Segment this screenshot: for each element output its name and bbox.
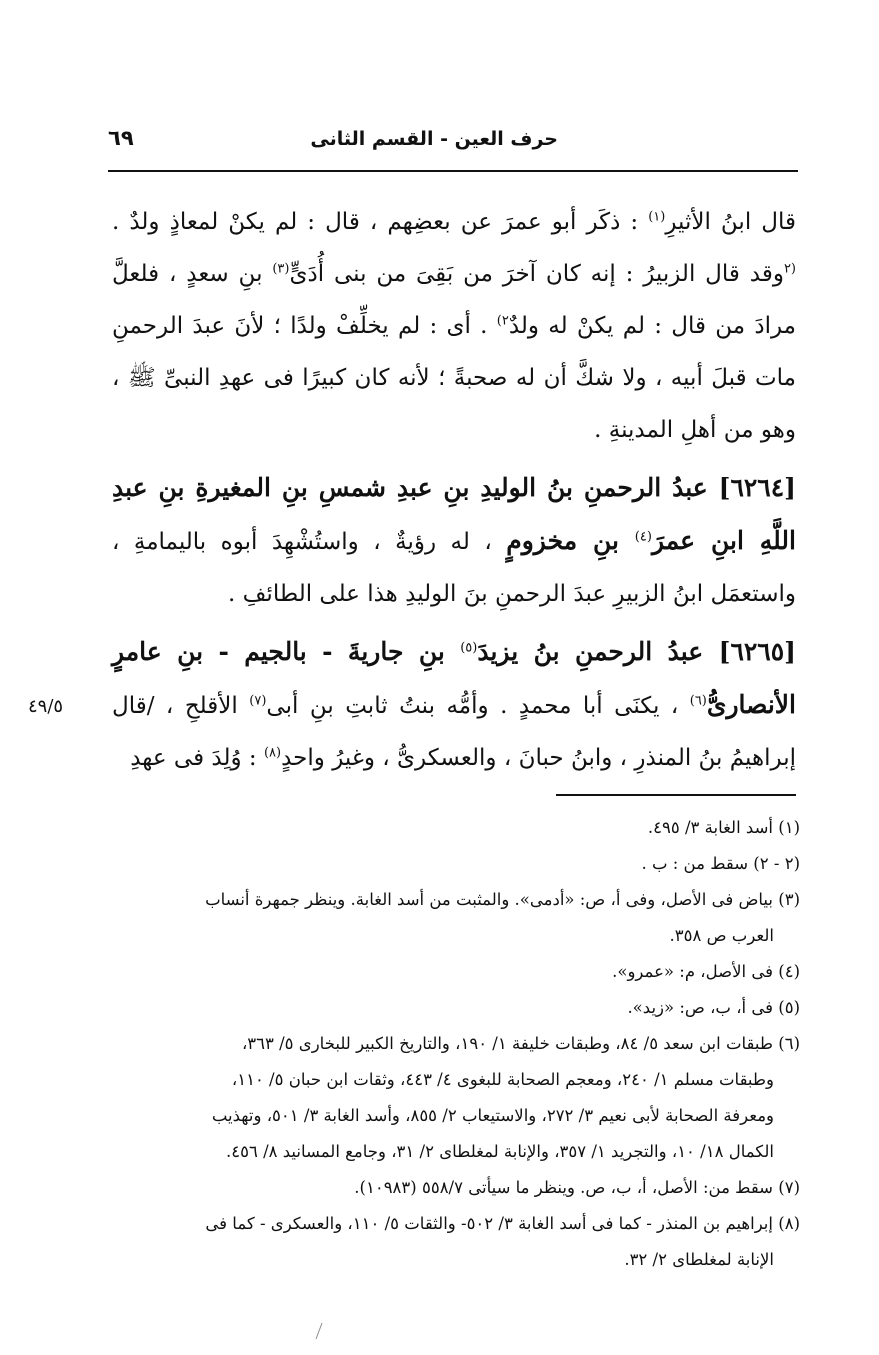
footnote-5 [112, 990, 800, 1026]
footnote-ref-6: (٦) [689, 693, 707, 709]
footnote-text: العرب ص ٣٥٨. [669, 926, 774, 945]
footnote-mark: (٦) [778, 1034, 800, 1053]
footnote-ref-7: (٧) [249, 693, 267, 709]
footnote-ref-2-end: ٢) [496, 313, 509, 329]
footnote-mark: (٢ - ٢) [753, 854, 800, 873]
footnote-8-continued [112, 1242, 800, 1278]
margin-page-reference: ٤٩/٥ [28, 696, 64, 717]
footnote-text: فى الأصل، م: «عمرو». [612, 962, 773, 981]
footnote-mark: (٥) [778, 998, 800, 1017]
footnote-6-continued [112, 1062, 800, 1098]
footnote-mark: (٧) [778, 1178, 800, 1197]
entry-6264-heading: [٦٢٦٤] عبدُ الرحمنِ بنُ الوليدِ بنِ عبدِ شمسِ بنِ المغيرةِ بنِ عبدِ اللَّهِ ابنِ عمرَ [112, 473, 796, 555]
footnotes [112, 810, 800, 1278]
footnote-mark: (٤) [778, 962, 800, 981]
footnote-ref-3: (٣) [272, 261, 290, 277]
footnote-ref-1: (١) [648, 209, 666, 225]
footnote-ref-5: (٥) [460, 640, 478, 656]
footnote-text: سقط من: الأصل، أ، ب، ص. وينظر ما سيأتى ٥٥٨/٧ (١٠٩٨٣). [354, 1178, 773, 1197]
entry-6265-heading-end: بنِ جاريةَ - بالجيم - بنِ عامرٍ الأنصارىُّ [112, 637, 796, 719]
footnote-ref-2-start: (٢ [783, 261, 796, 277]
entry-6265-heading: [٦٢٦٥] عبدُ الرحمنِ بنُ يزيدَ [477, 637, 796, 666]
footnote-4 [112, 954, 800, 990]
entry-6265-text-2: الأقلحِ ، /قال إبراهيمُ بنُ المنذرِ ، وابنُ حبانَ ، والعسكرىُّ ، وغيرُ واحدٍ [112, 693, 796, 771]
main-text [112, 196, 796, 784]
footnote-text: بياض فى الأصل، وفى أ، ص: «أدمى». والمثبت من أسد الغابة. وينظر جمهرة أنساب [205, 890, 773, 909]
footnote-6-continued [112, 1134, 800, 1170]
running-header [108, 124, 798, 164]
intro-paragraph [112, 196, 796, 456]
intro-text-2: : ذكَر أبو عمرَ عن بعضِهم ، قال : لم يكنْ لمعاذٍ ولدٌ . [112, 209, 649, 235]
footnote-text: سقط من : ب . [641, 854, 749, 873]
intro-text-1: قال ابنُ الأثيرِ [665, 209, 796, 235]
footnote-text: فى أ، ب، ص: «زيد». [627, 998, 773, 1017]
footnote-text: الكمال ١٨/ ١٠، والتجريد ١/ ٣٥٧، والإنابة لمغلطاى ٢/ ٣١، وجامع المسانيد ٨/ ٤٥٦. [226, 1142, 774, 1161]
footnote-3 [112, 882, 800, 918]
header-divider [108, 170, 798, 172]
footnote-text: طبقات ابن سعد ٥/ ٨٤، وطبقات خليفة ١/ ١٩٠، والتاريخ الكبير للبخارى ٥/ ٣٦٣، [241, 1034, 773, 1053]
footnote-ref-4: (٤) [634, 529, 652, 545]
intro-text-5: . أى : لم يخلِّفْ ولدًا ؛ لأنَ عبدَ الرحمنِ مات قبلَ أبيه ، ولا شكَّ أن له صحبةً ؛ لأنه كان كبيرًا فى عهدِ النبىِّ ﷺ ، وهو من أهلِ المدينةِ . [112, 313, 796, 443]
footnote-ref-8: (٨) [263, 745, 282, 761]
footnote-text: ومعرفة الصحابة لأبى نعيم ٣/ ٢٧٢، والاستيعاب ٢/ ٨٥٥، وأسد الغابة ٣/ ٥٠١، وتهذيب [211, 1106, 774, 1125]
header-title: حرف العين - القسم الثانى [310, 128, 558, 150]
footnote-mark: (١) [778, 818, 800, 837]
footnote-7 [112, 1170, 800, 1206]
footnote-mark: (٨) [778, 1214, 800, 1233]
entry-6264-heading-end: بنِ مخزومٍ [506, 526, 635, 555]
pen-mark [314, 1322, 324, 1340]
footnote-text: وطبقات مسلم ١/ ٢٤٠، ومعجم الصحابة للبغوى ٤/ ٤٤٣، وثقات ابن حبان ٥/ ١١٠، [231, 1070, 774, 1089]
footnote-mark: (٣) [778, 890, 800, 909]
footnote-2 [112, 846, 800, 882]
entry-6265 [112, 626, 796, 784]
page-number: ٦٩ [108, 126, 134, 150]
footnote-text: الإنابة لمغلطاى ٢/ ٣٢. [624, 1250, 774, 1269]
footnote-divider [556, 794, 796, 796]
entry-6264-text: ، له رؤيةٌ ، واستُشْهِدَ أبوه باليمامةِ ، واستعمَل ابنُ الزبيرِ عبدَ الرحمنِ بنَ الوليدِ هذا على الطائفِ . [112, 529, 796, 607]
footnote-text: إبراهيم بن المنذر - كما فى أسد الغابة ٣/ ٥٠٢- والثقات ٥/ ١١٠، والعسكرى - كما فى [205, 1214, 773, 1233]
footnote-3-continued [112, 918, 800, 954]
footnote-6-continued [112, 1098, 800, 1134]
intro-text-3: وقد قال الزبيرُ : إنه كان آخرَ من بَقِىَ من بنى أُدَىٍّ [289, 261, 784, 287]
entry-6264 [112, 462, 796, 620]
footnote-1 [112, 810, 800, 846]
footnote-8 [112, 1206, 800, 1242]
intro-text-4: بنِ سعدٍ ، فلعلَّ مرادَ من قال : لم يكنْ له ولدٌ [112, 261, 796, 339]
entry-6265-text-1: ، يكنَى أبا محمدٍ . وأمُّه بنتُ ثابتِ بنِ أبى [266, 693, 690, 719]
entry-6265-text-3: : وُلِدَ فى عهدِ [130, 745, 264, 771]
footnote-6 [112, 1026, 800, 1062]
footnote-text: أسد الغابة ٣/ ٤٩٥. [647, 818, 773, 837]
